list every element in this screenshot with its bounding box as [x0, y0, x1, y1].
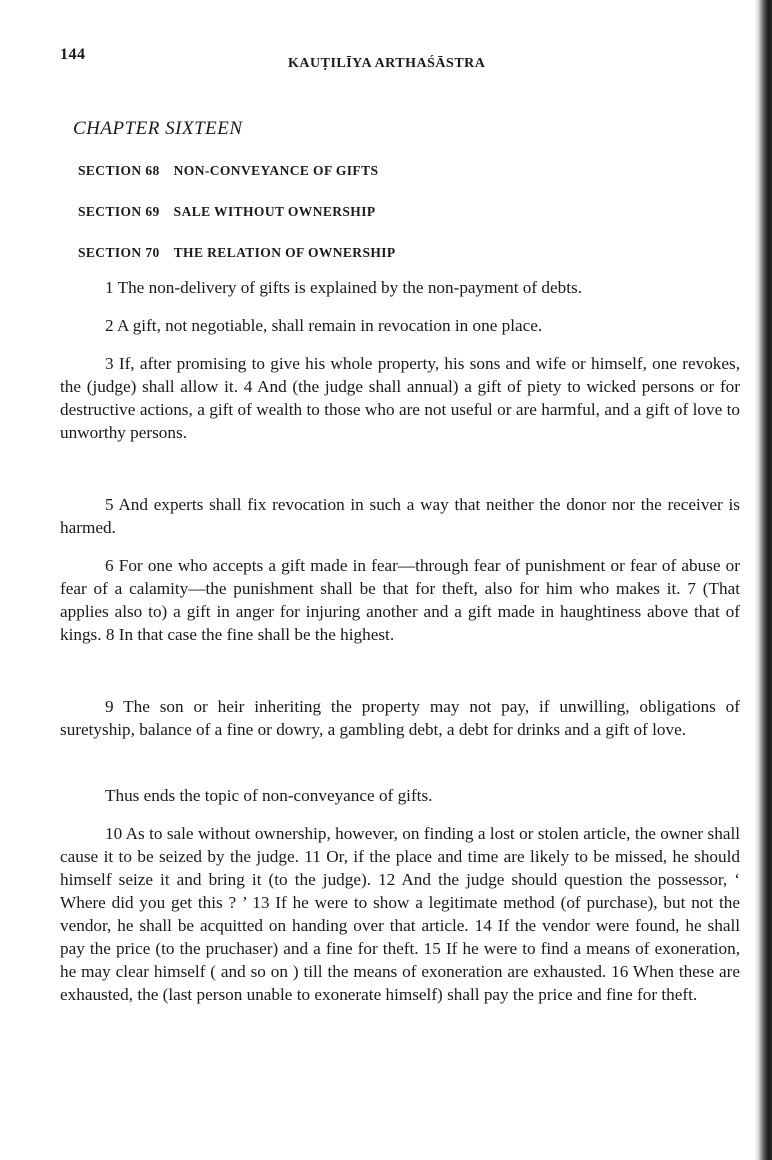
section-label: SECTION 69 — [78, 204, 160, 219]
paragraph-2: 2 A gift, not negotiable, shall remain in revocation in one place. — [105, 316, 543, 335]
chapter-title: CHAPTER SIXTEEN — [73, 118, 243, 139]
section-label: SECTION 68 — [78, 163, 160, 178]
section-heading-68 — [78, 163, 378, 179]
running-title: KAUṬILĪYA ARTHAŚĀSTRA — [288, 56, 486, 71]
scan-binding-edge — [754, 0, 772, 1160]
section-title: THE RELATION OF OWNERSHIP — [173, 245, 396, 260]
paragraph-10: 10 As to sale without ownership, however, on finding a lost or stolen article, the owner shall cause it to be seized by the judge. 11 Or, if the place and time are likely to be missed, he should himself seize it and bring it (to the judge). 12 And the judge should question the possessor, ‘ Where did you get this ? ’ 13 If he were to show a legitimate method (of purchase), but not the vendor, he shall be acquitted on handing over that article. 14 If the vendor were found, he shall pay the price (to the pruchaser) and a fine for theft. 15 If he were to find a means of exoneration, he may clear himself ( and so on ) till the means of exoneration are exhausted. 16 When these are exhausted, the (last person unable to exonerate himself) shall pay the price and fine for theft. — [60, 824, 740, 1004]
section-heading-69 — [78, 204, 376, 220]
section-label: SECTION 70 — [78, 245, 160, 260]
paragraph-9: 9 The son or heir inheriting the property may not pay, if unwilling, obligations of suretyship, balance of a fine or dowry, a gambling debt, a debt for drinks and a gift of love. — [60, 697, 740, 739]
section-heading-70 — [78, 245, 396, 261]
paragraph-1: 1 The non-delivery of gifts is explained by the non-payment of debts. — [105, 278, 583, 297]
section-title: NON-CONVEYANCE OF GIFTS — [173, 163, 379, 178]
paragraph-5: 5 And experts shall fix revocation in such a way that neither the donor nor the receiver is harmed. — [60, 495, 740, 537]
paragraph-6: 6 For one who accepts a gift made in fear—through fear of punishment or fear of abuse or fear of a calamity—the punishment shall be that for theft, also for him who makes it. 7 (That applies also to) a gift in anger for injuring another and a gift made in haughtiness above that of kings. 8 In that case the fine shall be the highest. — [60, 556, 740, 644]
section-title: SALE WITHOUT OWNERSHIP — [173, 204, 376, 219]
section-closing-line: Thus ends the topic of non-conveyance of gifts. — [105, 786, 433, 805]
paragraph-3: 3 If, after promising to give his whole property, his sons and wife or himself, one revokes, the (judge) shall allow it. 4 And (the judge shall annual) a gift of piety to wicked persons or for destructive actions, a gift of wealth to those who are not useful or are harmful, and a gift of love to unworthy persons. — [60, 354, 740, 442]
page-number: 144 — [60, 46, 86, 63]
